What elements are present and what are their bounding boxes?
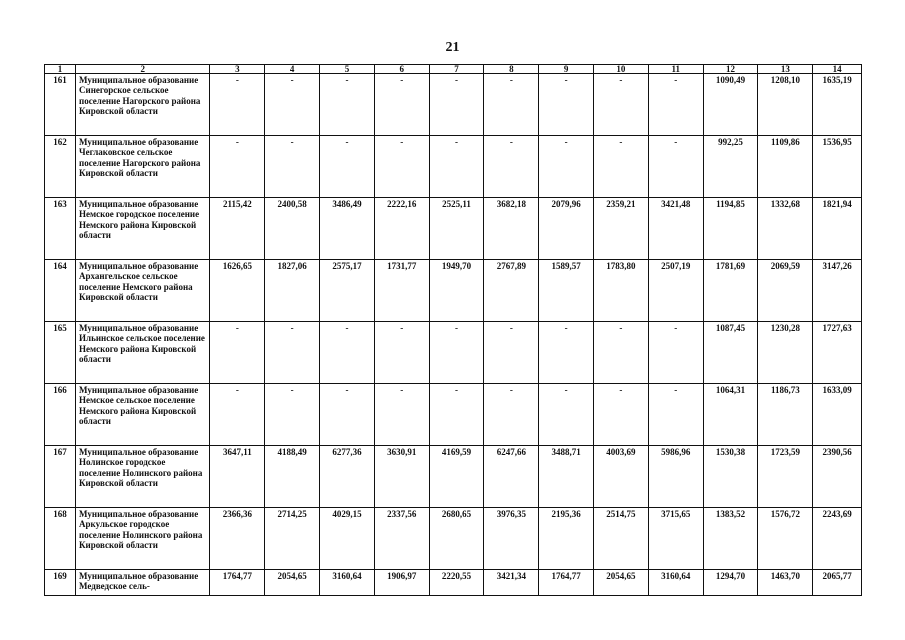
table-row bbox=[45, 74, 862, 136]
value-cell: 4003,69 bbox=[594, 446, 649, 508]
value-cell: 2366,36 bbox=[210, 508, 265, 570]
table-row bbox=[45, 136, 862, 198]
value-cell: 3160,64 bbox=[648, 570, 703, 596]
column-header: 6 bbox=[374, 65, 429, 74]
value-cell: - bbox=[265, 322, 320, 384]
value-cell: - bbox=[594, 136, 649, 198]
value-cell: 4169,59 bbox=[429, 446, 484, 508]
value-cell: 1463,70 bbox=[758, 570, 813, 596]
value-cell: 2514,75 bbox=[594, 508, 649, 570]
value-cell: 1332,68 bbox=[758, 198, 813, 260]
value-cell: 3630,91 bbox=[374, 446, 429, 508]
column-header: 4 bbox=[265, 65, 320, 74]
table-row bbox=[45, 198, 862, 260]
value-cell: 1530,38 bbox=[703, 446, 758, 508]
value-cell: 3421,34 bbox=[484, 570, 539, 596]
value-cell: 2714,25 bbox=[265, 508, 320, 570]
value-cell: - bbox=[210, 322, 265, 384]
column-header: 9 bbox=[539, 65, 594, 74]
row-number: 168 bbox=[45, 508, 76, 570]
column-header: 7 bbox=[429, 65, 484, 74]
value-cell: - bbox=[265, 384, 320, 446]
value-cell: - bbox=[594, 74, 649, 136]
value-cell: - bbox=[429, 384, 484, 446]
page-number: 21 bbox=[445, 40, 460, 55]
value-cell: 1109,86 bbox=[758, 136, 813, 198]
table-body bbox=[45, 74, 862, 596]
value-cell: 2054,65 bbox=[265, 570, 320, 596]
table-row bbox=[45, 508, 862, 570]
value-cell: 4029,15 bbox=[320, 508, 375, 570]
table-row bbox=[45, 570, 862, 596]
value-cell: 1589,57 bbox=[539, 260, 594, 322]
value-cell: 2575,17 bbox=[320, 260, 375, 322]
value-cell: 1294,70 bbox=[703, 570, 758, 596]
value-cell: 5986,96 bbox=[648, 446, 703, 508]
value-cell: 1723,59 bbox=[758, 446, 813, 508]
value-cell: 2337,56 bbox=[374, 508, 429, 570]
value-cell: 2400,58 bbox=[265, 198, 320, 260]
value-cell: - bbox=[594, 384, 649, 446]
value-cell: 1064,31 bbox=[703, 384, 758, 446]
value-cell: 3976,35 bbox=[484, 508, 539, 570]
value-cell: - bbox=[374, 384, 429, 446]
table-header bbox=[45, 65, 862, 74]
tariff-table bbox=[44, 64, 862, 596]
value-cell: 1208,10 bbox=[758, 74, 813, 136]
municipality-name: Муниципальное образование Немское городское поселение Немского района Кировской области bbox=[76, 198, 210, 260]
column-header: 14 bbox=[813, 65, 862, 74]
value-cell: - bbox=[484, 322, 539, 384]
value-cell: 1194,85 bbox=[703, 198, 758, 260]
row-number: 162 bbox=[45, 136, 76, 198]
value-cell: 1906,97 bbox=[374, 570, 429, 596]
value-cell: 3647,11 bbox=[210, 446, 265, 508]
value-cell: 3160,64 bbox=[320, 570, 375, 596]
value-cell: - bbox=[265, 136, 320, 198]
value-cell: 1781,69 bbox=[703, 260, 758, 322]
municipality-name: Муниципальное образование Архангельское сельское поселение Немского района Кировской области bbox=[76, 260, 210, 322]
value-cell: - bbox=[648, 384, 703, 446]
row-number: 167 bbox=[45, 446, 76, 508]
table-row bbox=[45, 260, 862, 322]
value-cell: 1576,72 bbox=[758, 508, 813, 570]
table-row bbox=[45, 446, 862, 508]
row-number: 169 bbox=[45, 570, 76, 596]
value-cell: 2115,42 bbox=[210, 198, 265, 260]
column-header: 10 bbox=[594, 65, 649, 74]
value-cell: 6247,66 bbox=[484, 446, 539, 508]
value-cell: 1727,63 bbox=[813, 322, 862, 384]
value-cell: - bbox=[210, 136, 265, 198]
value-cell: 3147,26 bbox=[813, 260, 862, 322]
value-cell: - bbox=[539, 74, 594, 136]
value-cell: - bbox=[429, 74, 484, 136]
value-cell: - bbox=[429, 322, 484, 384]
value-cell: 2069,59 bbox=[758, 260, 813, 322]
column-header: 5 bbox=[320, 65, 375, 74]
value-cell: 1949,70 bbox=[429, 260, 484, 322]
value-cell: 3682,18 bbox=[484, 198, 539, 260]
municipality-name: Муниципальное образование Немское сельское поселение Немского района Кировской области bbox=[76, 384, 210, 446]
value-cell: 2390,56 bbox=[813, 446, 862, 508]
value-cell: 1731,77 bbox=[374, 260, 429, 322]
value-cell: 1783,80 bbox=[594, 260, 649, 322]
municipality-name: Муниципальное образование Ильинское сельское поселение Немского района Кировской области bbox=[76, 322, 210, 384]
row-number: 166 bbox=[45, 384, 76, 446]
value-cell: 1827,06 bbox=[265, 260, 320, 322]
value-cell: - bbox=[320, 322, 375, 384]
value-cell: 3715,65 bbox=[648, 508, 703, 570]
row-number: 161 bbox=[45, 74, 76, 136]
value-cell: - bbox=[648, 74, 703, 136]
value-cell: - bbox=[484, 74, 539, 136]
row-number: 163 bbox=[45, 198, 76, 260]
value-cell: - bbox=[484, 136, 539, 198]
value-cell: 1383,52 bbox=[703, 508, 758, 570]
value-cell: 2507,19 bbox=[648, 260, 703, 322]
column-header: 3 bbox=[210, 65, 265, 74]
value-cell: - bbox=[320, 74, 375, 136]
value-cell: - bbox=[539, 136, 594, 198]
municipality-name: Муниципальное образование Аркульское городское поселение Нолинского района Кировской области bbox=[76, 508, 210, 570]
column-header: 12 bbox=[703, 65, 758, 74]
value-cell: 1764,77 bbox=[210, 570, 265, 596]
value-cell: 1626,65 bbox=[210, 260, 265, 322]
row-number: 165 bbox=[45, 322, 76, 384]
value-cell: 2220,55 bbox=[429, 570, 484, 596]
value-cell: 2767,89 bbox=[484, 260, 539, 322]
value-cell: 3486,49 bbox=[320, 198, 375, 260]
municipality-name: Муниципальное образование Чеглаковское сельское поселение Нагорского района Кировской области bbox=[76, 136, 210, 198]
value-cell: 1633,09 bbox=[813, 384, 862, 446]
value-cell: 4188,49 bbox=[265, 446, 320, 508]
value-cell: - bbox=[210, 74, 265, 136]
value-cell: 1087,45 bbox=[703, 322, 758, 384]
column-header: 2 bbox=[76, 65, 210, 74]
value-cell: 2222,16 bbox=[374, 198, 429, 260]
value-cell: 1186,73 bbox=[758, 384, 813, 446]
value-cell: 1230,28 bbox=[758, 322, 813, 384]
value-cell: - bbox=[539, 384, 594, 446]
value-cell: - bbox=[374, 136, 429, 198]
value-cell: 2079,96 bbox=[539, 198, 594, 260]
value-cell: 2065,77 bbox=[813, 570, 862, 596]
value-cell: - bbox=[484, 384, 539, 446]
row-number: 164 bbox=[45, 260, 76, 322]
column-header: 8 bbox=[484, 65, 539, 74]
value-cell: - bbox=[429, 136, 484, 198]
table-row bbox=[45, 384, 862, 446]
value-cell: - bbox=[648, 322, 703, 384]
value-cell: - bbox=[539, 322, 594, 384]
header-row bbox=[45, 65, 862, 74]
value-cell: 6277,36 bbox=[320, 446, 375, 508]
value-cell: 1764,77 bbox=[539, 570, 594, 596]
value-cell: 2680,65 bbox=[429, 508, 484, 570]
value-cell: 2525,11 bbox=[429, 198, 484, 260]
value-cell: 2243,69 bbox=[813, 508, 862, 570]
column-header: 11 bbox=[648, 65, 703, 74]
value-cell: - bbox=[374, 322, 429, 384]
value-cell: 2359,21 bbox=[594, 198, 649, 260]
table-row bbox=[45, 322, 862, 384]
value-cell: - bbox=[648, 136, 703, 198]
value-cell: 1536,95 bbox=[813, 136, 862, 198]
value-cell: - bbox=[320, 384, 375, 446]
municipality-name: Муниципальное образование Медведское сель- bbox=[76, 570, 210, 596]
column-header: 1 bbox=[45, 65, 76, 74]
value-cell: 1821,94 bbox=[813, 198, 862, 260]
value-cell: 3488,71 bbox=[539, 446, 594, 508]
value-cell: 1635,19 bbox=[813, 74, 862, 136]
value-cell: 2054,65 bbox=[594, 570, 649, 596]
value-cell: 1090,49 bbox=[703, 74, 758, 136]
municipality-name: Муниципальное образование Нолинское городское поселение Нолинского района Кировской области bbox=[76, 446, 210, 508]
value-cell: - bbox=[265, 74, 320, 136]
value-cell: - bbox=[374, 74, 429, 136]
municipality-name: Муниципальное образование Синегорское сельское поселение Нагорского района Кировской области bbox=[76, 74, 210, 136]
value-cell: 2195,36 bbox=[539, 508, 594, 570]
value-cell: 992,25 bbox=[703, 136, 758, 198]
value-cell: - bbox=[594, 322, 649, 384]
value-cell: - bbox=[320, 136, 375, 198]
value-cell: 3421,48 bbox=[648, 198, 703, 260]
value-cell: - bbox=[210, 384, 265, 446]
column-header: 13 bbox=[758, 65, 813, 74]
